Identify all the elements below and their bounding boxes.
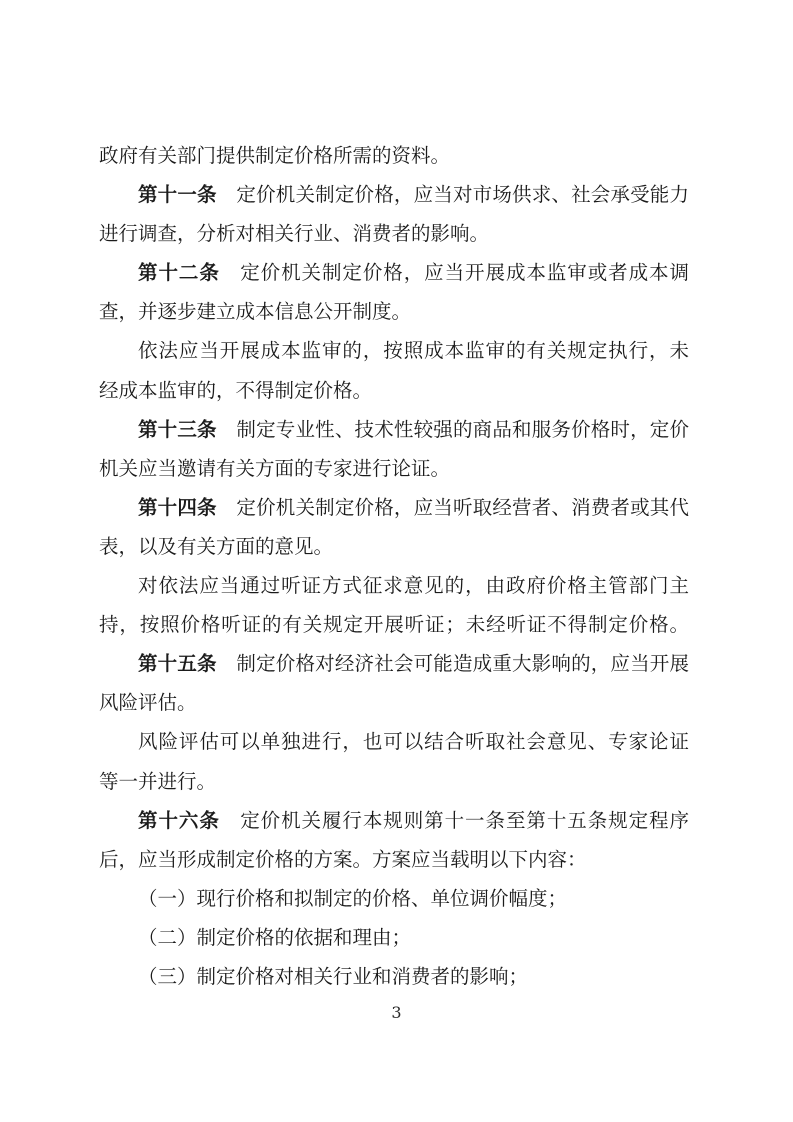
- text-line: 进行调查，分析对相关行业、消费者的影响。: [99, 222, 490, 246]
- text-line: （三）制定价格对相关行业和消费者的影响；: [138, 964, 529, 988]
- article-line: 第十三条 制定专业性、技术性较强的商品和服务价格时，定价: [138, 417, 689, 441]
- text-line: 依法应当开展成本监审的，按照成本监审的有关规定执行，未: [138, 339, 689, 363]
- text-line: （二）制定价格的依据和理由；: [138, 925, 412, 949]
- text-line: 表，以及有关方面的意见。: [99, 534, 334, 558]
- text-line: 风险评估可以单独进行，也可以结合听取社会意见、专家论证: [138, 730, 689, 754]
- text-line: 风险评估。: [99, 691, 197, 715]
- article-number: 第十四条: [138, 495, 217, 519]
- article-number: 第十六条: [138, 808, 220, 832]
- article-line: 第十一条 定价机关制定价格，应当对市场供求、社会承受能力: [138, 183, 689, 207]
- article-line: 第十二条 定价机关制定价格，应当开展成本监审或者成本调: [138, 261, 689, 285]
- text-line: 查，并逐步建立成本信息公开制度。: [99, 300, 412, 324]
- article-number: 第十一条: [138, 183, 217, 207]
- article-number: 第十五条: [138, 652, 217, 676]
- text-line: 对依法应当通过听证方式征求意见的，由政府价格主管部门主: [138, 574, 689, 598]
- document-body: [99, 136, 689, 996]
- text-line: 政府有关部门提供制定价格所需的资料。: [99, 144, 451, 167]
- text-line: 后，应当形成制定价格的方案。方案应当载明以下内容：: [99, 847, 587, 871]
- text-line: （一）现行价格和拟制定的价格、单位调价幅度；: [138, 886, 568, 910]
- article-line: 第十五条 制定价格对经济社会可能造成重大影响的，应当开展: [138, 652, 689, 676]
- text-line: 机关应当邀请有关方面的专家进行论证。: [99, 456, 451, 480]
- text-line: 等一并进行。: [99, 769, 217, 793]
- article-number: 第十二条: [138, 261, 220, 285]
- article-line: 第十六条 定价机关履行本规则第十一条至第十五条规定程序: [138, 808, 689, 832]
- article-number: 第十三条: [138, 417, 217, 441]
- text-line: 经成本监审的，不得制定价格。: [99, 378, 373, 402]
- text-line: 持，按照价格听证的有关规定开展听证；未经听证不得制定价格。: [99, 613, 689, 637]
- article-line: 第十四条 定价机关制定价格，应当听取经营者、消费者或其代: [138, 495, 689, 519]
- page-number: 3: [391, 1003, 402, 1022]
